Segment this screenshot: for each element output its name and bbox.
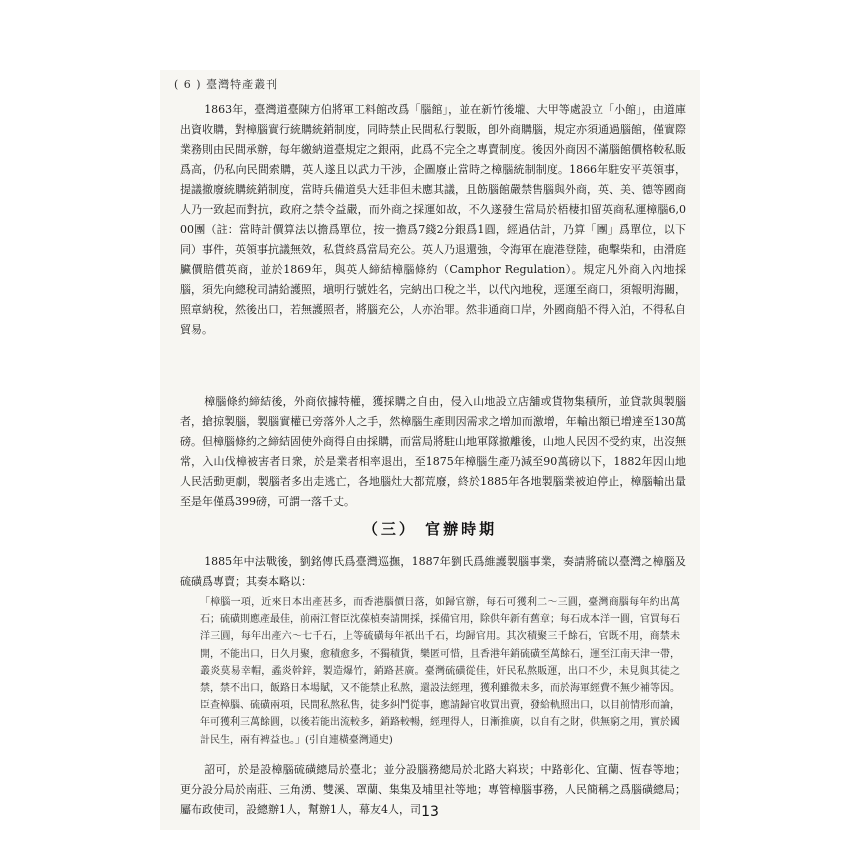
paragraph-bureau: 詔可，於是設樟腦硫磺總局於臺北；並分設腦務總局於北路大嵙崁；中路彰化、宜蘭、恆春等地；更分設分局於南莊、三角湧、雙溪、罩蘭、集集及埔里社等地；專管樟腦事務，人民簡稱之爲腦磺總局；屬布政使司，設總辦1人，幫辦1人，幕友4人，司 <box>180 763 686 816</box>
paragraph-1863: 1863年，臺灣道臺陳方伯將軍工料館改爲「腦館」，並在新竹後壠、大甲等處設立「小館」，由道庫出資收購，對樟腦實行統購統銷制度，同時禁止民間私行製販，卽外商購腦，規定亦須通過腦館，僅實際業務則由民間承辦，每年繳納道臺規定之銀兩，此爲不完全之專賣制度。後因外商因不滿腦館價格較私販爲高，仍私向民間索購，英人遂且以武力干涉，企圖廢止當時之樟腦統制制度。1866年駐安平英領事，提議撤廢統購統銷制度，當時兵備道吳大廷非但未應其議，且飭腦館嚴禁售腦與外商，英、美、德等國商人乃一致起而對抗，政府之禁令益嚴，而外商之採運如故，不久遂發生當局於梧棲扣留英商私運樟腦6,000團（註：當時計價算法以擔爲單位，按一擔爲7錢2分銀爲1圓，經過估計，乃算「團」爲單位，以下同）事件，英領事抗議無效，私貨終爲當局充公。英人乃退還強，令海軍在鹿港登陸，砲擊柴和，由滑庭臟價賠償英商，並於1869年，與英人締結樟腦條約（Camphor Regulation）。規定凡外商入內地採腦，須先向總稅司請給護照，塡明行號姓名，完納出口稅之半，以代內地稅，逕運至商口，須報明海關，照章納稅，然後出口，若無護照者，將腦充公，人亦治罪。然非通商口岸，外國商船不得入泊，不得私自貿易。 <box>180 103 686 336</box>
running-header: ( 6 ) 臺灣特產叢刊 <box>174 78 279 91</box>
book-page <box>160 70 700 830</box>
paragraph-1885: 1885年中法戰後，劉銘傳氏爲臺灣巡撫，1887年劉氏爲維護製腦事業，奏請將硫以臺灣之樟腦及硫磺爲專賣；其奏本略以： <box>180 555 686 588</box>
section-title: （三） 官辦時期 <box>362 520 498 538</box>
memorial-quote: 「樟腦一項，近來日本出產甚多，而香港腦價日落，如歸官辦，每石可獲利二～三圓，臺灣商腦每年約出萬石；硫磺則應產最佳，前兩江督臣沈葆楨奏請開採，採備官用，除供年新有舊章；每石成本洋一圓，官買每石洋三圓，每年出產六～七千石，上等硫磺每年祇出千石，均歸官用。其次積聚三千餘石，官既不用，商禁未開，不能出口，日久月聚，愈積愈多，不獨積貨，樂匿可惜，且香港年銷硫磺至萬餘石，運至江南天津一帶，叢炎莫易幸帽，蟊炎幹鋅，製造爆竹，銷路甚廣。臺灣硫磺從佳，奸民私熬販運，出口不少，未見與其徒之禁，禁不出口，飯路日本場賦，又不能禁止私熬，還設法經理，獲利雖微未多，而於海軍經費不無少補等因。臣查樟腦、硫磺兩項，民間私熬私售，徒多糾鬥從事，應請歸官收買出賣，發給軌照出口，以目前情形而論，年可獲利三萬餘圓，以後若能出流較多，銷路較暢，經理得人，日漸推廣，以自有之財，供無窮之用，實於國計民生，兩有裨益也。」(引自連橫臺灣通史) <box>200 597 680 746</box>
paragraph-camphor-treaty: 樟腦條約締結後，外商依據特權，獲採購之自由，侵入山地設立店舖或貨物集積所，並貸款與製腦者，搶掠製腦，製腦實權已旁落外人之手，然樟腦生產則因需求之增加而激增，年輸出額已增達至130萬磅。但樟腦條約之締結固使外商得自由採購，而當局將駐山地軍隊撤離後，山地人民因不受約束，出沒無常，入山伐樟被害者日衆，於是業者相率退出，至1875年樟腦生產乃減至90萬磅以下，1882年因山地人民活動更劇，製腦者多出走逃亡，各地腦灶大都荒廢，終於1885年各地製腦業被迫停止，樟腦輸出量至是年僅爲399磅，可謂一落千丈。 <box>180 395 686 508</box>
page-number: 13 <box>421 804 439 820</box>
